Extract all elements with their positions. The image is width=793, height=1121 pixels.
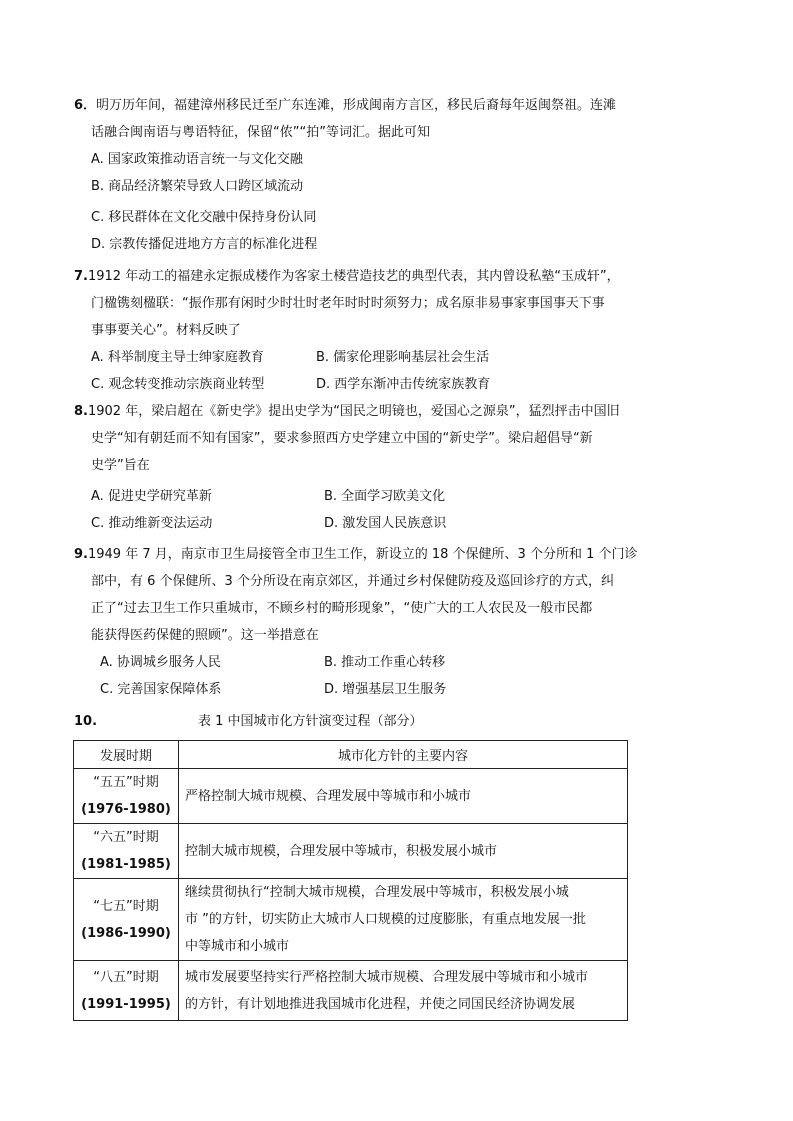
urbanization-policy-table [73,740,628,1021]
content-cell: 继续贯彻执行“控制大城市规模，合理发展中等城市，积极发展小城 市 ”的方针，切实防止大城市人口规模的过度膨胀，有重点地发展一批 中等城市和小城市 [179,879,628,961]
option-b: B. 儒家伦理影响基层社会生活 [316,350,490,365]
question-9-stem-line: 部中，有 6 个保健所、3 个分所设在南京郊区，并通过乡村保健防疫及巡回诊疗的方式，纠 [91,574,614,589]
period-cell: “六五”时期 (1981-1985) [74,824,179,879]
options-row [74,510,674,537]
period-cell: “八五”时期 (1991-1995) [74,961,179,1021]
option-d: D. 增强基层卫生服务 [324,682,447,697]
options-row [74,676,674,703]
question-8-stem: 8.1902 年，梁启超在《新史学》提出史学为“国民之明镜也，爱国心之源泉”，猛烈抨击中国旧 [74,404,620,419]
question-9-stem: 9.1949 年 7 月，南京市卫生局接管全市卫生工作，新设立的 18 个保健所、3 个分所和 1 个门诊 [74,547,638,562]
option-d: D. 激发国人民族意识 [324,516,447,531]
option-c: C. 完善国家保障体系 [100,682,222,697]
question-8 [74,398,674,537]
question-number: 8. [74,404,88,419]
question-7-stem-line: 事事要关心”。材料反映了 [91,323,241,338]
option-b: B. 全面学习欧美文化 [324,489,446,504]
option-c: C. 观念转变推动宗族商业转型 [91,377,265,392]
question-number: 7. [74,269,88,284]
question-number: 6． [74,98,97,113]
option-a: A. 国家政策推动语言统一与文化交融 [91,152,303,167]
period-cell: “七五”时期 (1986-1990) [74,879,179,961]
question-6-stem: 6．明万历年间，福建漳州移民迁至广东连滩，形成闽南方言区，移民后裔每年返闽祭祖。连滩 [74,98,617,113]
question-6 [74,92,674,258]
question-6-stem-line: 话融合闽南语与粤语特征，保留“侬”“拍”等词汇。据此可知 [91,125,430,140]
question-10-caption [74,712,634,732]
question-9 [74,541,674,703]
option-b: B. 推动工作重心转移 [324,655,446,670]
options-row [74,649,674,676]
question-number: 10. [74,714,98,729]
table-header-row [74,741,628,769]
content-cell: 城市发展要坚持实行严格控制大城市规模、合理发展中等城市和小城市 的方针，有计划地推进我国城市化进程，并使之同国民经济协调发展 [179,961,628,1021]
option-c: C. 移民群体在文化交融中保持身份认同 [91,210,317,225]
question-7-stem-line: 门楹镌刻楹联：“振作那有闲时少时壮时老年时时时须努力；成名原非易事家事国事天下事 [91,296,605,311]
question-8-stem-line: 史学”旨在 [91,458,150,473]
content-cell: 严格控制大城市规模、合理发展中等城市和小城市 [179,769,628,824]
question-number: 9. [74,547,88,562]
option-a: A. 协调城乡服务人民 [100,655,221,670]
header-content: 城市化方针的主要内容 [179,741,628,769]
table-row [74,824,628,879]
table-row [74,961,628,1021]
option-d: D. 西学东渐冲击传统家族教育 [316,377,491,392]
option-b: B. 商品经济繁荣导致人口跨区域流动 [91,179,304,194]
content-cell: 控制大城市规模，合理发展中等城市，积极发展小城市 [179,824,628,879]
options-row [74,371,674,398]
options-row [74,344,674,371]
option-d: D. 宗教传播促进地方方言的标准化进程 [91,237,318,252]
options-row [74,483,674,510]
question-7 [74,263,674,398]
table-row [74,769,628,824]
question-7-stem: 7.1912 年动工的福建永定振成楼作为客家土楼营造技艺的典型代表，其内曾设私塾“玉成轩”， [74,269,620,284]
period-cell: “五五”时期 (1976-1980) [74,769,179,824]
table-row [74,879,628,961]
question-8-stem-line: 史学“知有朝廷而不知有国家”，要求参照西方史学建立中国的“新史学”。梁启超倡导“新 [91,431,593,446]
header-period: 发展时期 [74,741,179,769]
table-title: 表 1 中国城市化方针演变过程（部分） [198,714,423,729]
option-c: C. 推动维新变法运动 [91,516,213,531]
question-9-stem-line: 正了“过去卫生工作只重城市，不顾乡村的畸形现象”，“使广大的工人农民及一般市民都 [91,601,593,616]
question-9-stem-line: 能获得医药保健的照顾”。这一举措意在 [91,628,319,643]
option-a: A. 科举制度主导士绅家庭教育 [91,350,264,365]
option-a: A. 促进史学研究革新 [91,489,212,504]
